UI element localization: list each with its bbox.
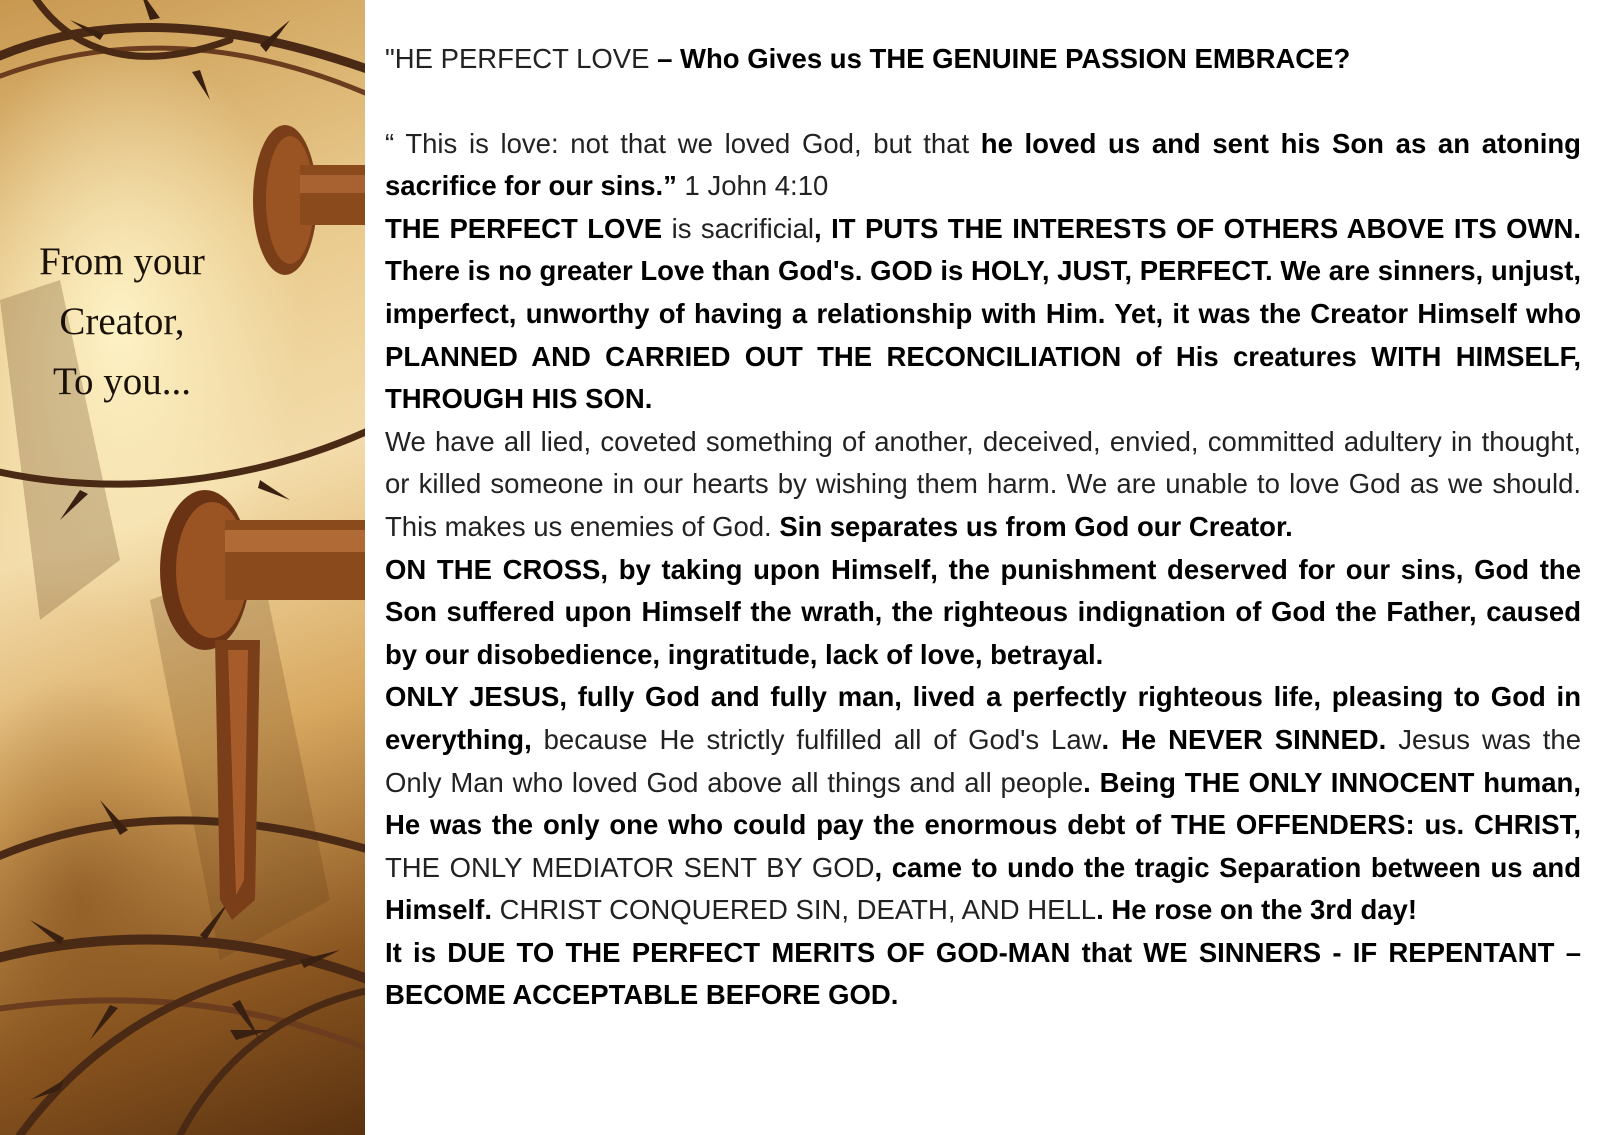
p5-text-4: CHRIST CONQUERED SIN, DEATH, AND HELL bbox=[491, 894, 1097, 926]
p1-bold: he loved us and sent his Son as an atoning sacrifice for our sins.” bbox=[385, 127, 1581, 202]
p5-text-2: Jesus was the Only Man who loved God above all things and all people bbox=[385, 723, 1581, 798]
p4-bold: ON THE CROSS, by taking upon Himself, the punishment deserved for our sins, God the Son suffered upon Himself the wrath, the righteous indignation of God the Father, caused by our disobedience, ingratitude, lack of love, betrayal. bbox=[385, 553, 1581, 670]
p5-text-3: THE ONLY MEDIATOR SENT BY GOD bbox=[385, 851, 875, 883]
p2-bold-2: , IT PUTS THE INTERESTS OF OTHERS ABOVE ITS OWN. There is no greater Love than God's. GOD is HOLY, JUST, PERFECT. We are sinners, unjust, imperfect, unworthy of having a relationship with Him. Yet, it was the Creator Himself who PLANNED AND CARRIED OUT THE RECONCILIATION of His creatures WITH HIMSELF, THROUGH HIS SON. bbox=[385, 212, 1581, 415]
paragraph-cross bbox=[385, 549, 1581, 677]
dedication-line-2: Creator, bbox=[59, 300, 185, 343]
paragraph-merits bbox=[385, 932, 1581, 1017]
p5-bold-3: . Being THE ONLY INNOCENT human, He was the only one who could pay the enormous debt of THE OFFENDERS: us. CHRIST, bbox=[385, 766, 1581, 841]
p1-text: “ This is love: not that we loved God, but that bbox=[385, 127, 981, 159]
paragraph-jesus bbox=[385, 676, 1581, 932]
crown-of-thorns-image bbox=[0, 0, 365, 1135]
paragraph-scripture bbox=[385, 123, 1581, 208]
p2-text: is sacrificial bbox=[662, 212, 814, 244]
p6-bold: It is DUE TO THE PERFECT MERITS OF GOD-MAN that WE SINNERS - IF REPENTANT – BECOME ACCEPTABLE BEFORE GOD. bbox=[385, 936, 1581, 1011]
p3-bold: Sin separates us from God our Creator. bbox=[779, 510, 1293, 542]
p3-text: We have all lied, coveted something of another, deceived, envied, committed adultery in thought, or killed someone in our hearts by wishing them harm. We are unable to love God as we should. This makes us enemies of God. bbox=[385, 425, 1581, 542]
p5-bold-1: ONLY JESUS, fully God and fully man, lived a perfectly righteous life, pleasing to God in everything, bbox=[385, 681, 1581, 755]
p5-text-1: because He strictly fulfilled all of God's Law bbox=[531, 723, 1102, 755]
dedication-text bbox=[12, 232, 232, 412]
p5-bold-5: . He rose on the 3rd day! bbox=[1096, 894, 1417, 926]
p2-bold-1: THE PERFECT LOVE bbox=[385, 212, 663, 244]
dedication-line-3: To you... bbox=[52, 360, 192, 403]
paragraph-sin bbox=[385, 421, 1581, 549]
thorns-and-nails-illustration bbox=[0, 0, 365, 1135]
p5-bold-2: . He NEVER SINNED. bbox=[1101, 723, 1387, 755]
title-normal: "HE PERFECT LOVE bbox=[385, 43, 650, 74]
article-body bbox=[385, 38, 1581, 1017]
title-bold: – Who Gives us THE GENUINE PASSION EMBRACE? bbox=[649, 43, 1351, 74]
article-title bbox=[385, 38, 1581, 81]
paragraph-perfect-love bbox=[385, 208, 1581, 421]
dedication-line-1: From your bbox=[39, 240, 205, 283]
p5-bold-4: , came to undo the tragic Separation between us and Himself. bbox=[385, 851, 1582, 926]
p1-reference: 1 John 4:10 bbox=[676, 170, 829, 202]
